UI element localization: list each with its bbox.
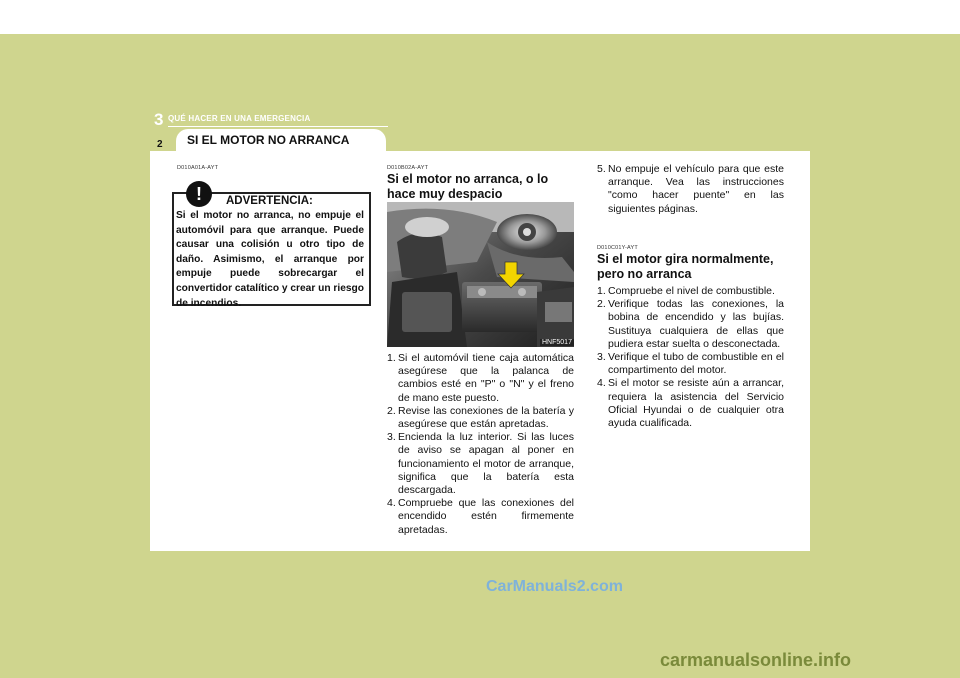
list-item: 3. Verifique el tubo de combustible en el compartimento del motor.: [597, 351, 784, 377]
engine-bay-image: [387, 202, 574, 347]
section-slow-title: Si el motor no arranca, o lo hace muy despacio: [387, 172, 549, 201]
section-normal-steps: [597, 285, 784, 430]
chapter-number: 3: [154, 110, 164, 129]
list-item: 5. No empuje el vehículo para que este arranque. Vea las instrucciones "como hacer puente" en las siguientes páginas.: [597, 163, 784, 215]
section-slow-code: D010B02A-AYT: [387, 165, 429, 171]
section-slow-steps: [387, 352, 574, 537]
header-divider: [168, 126, 388, 127]
engine-photo: [387, 202, 574, 347]
warning-code: D010A01A-AYT: [177, 165, 219, 171]
list-item: 1. Si el automóvil tiene caja automática asegúrese que la palanca de cambios esté en "P" o "N" y el freno de mano este puesto.: [387, 352, 574, 404]
section-normal-code: D010C01Y-AYT: [597, 245, 638, 251]
section-title: SI EL MOTOR NO ARRANCA: [187, 133, 350, 147]
section-slow-steps-continued: [597, 163, 784, 216]
watermark-link[interactable]: CarManuals2.com: [486, 578, 623, 595]
list-item: 4. Si el motor se resiste aún a arrancar, requiera la asistencia del Servicio Oficial Hyundai o de cualquier otra ayuda cualificada.: [597, 377, 784, 430]
warning-text: Si el motor no arranca, no empuje el automóvil para que arranque. Puede causar una colisión u otro tipo de daño. Asimismo, el arranque por empuje puede sobrecargar el convertidor catalítico y crear un riesgo de incendios.: [176, 210, 364, 309]
warning-title: ADVERTENCIA:: [226, 195, 313, 207]
list-item: 4. Compruebe que las conexiones del encendido estén firmemente apretadas.: [387, 497, 574, 536]
warning-icon: !: [186, 181, 212, 207]
page-number: 2: [157, 139, 163, 150]
list-item: 1. Compruebe el nivel de combustible.: [597, 285, 775, 297]
list-item: 2. Verifique todas las conexiones, la bobina de encendido y las bujías. Sustituya cualquiera de ellas que pudiera estar suelta o desconectada.: [597, 298, 784, 350]
photo-label: HNF5017: [542, 339, 572, 346]
section-normal-title: Si el motor gira normalmente, pero no arranca: [597, 252, 774, 281]
list-item: 2. Revise las conexiones de la batería y asegúrese que están apretadas.: [387, 404, 574, 431]
watermark-footer[interactable]: carmanualsonline.info: [660, 650, 852, 670]
list-item: 3. Encienda la luz interior. Si las luces de aviso se apagan al poner en funcionamiento el motor de arranque, significa que la batería esta descargada.: [387, 431, 574, 497]
chapter-title: QUÉ HACER EN UNA EMERGENCIA: [168, 114, 311, 123]
